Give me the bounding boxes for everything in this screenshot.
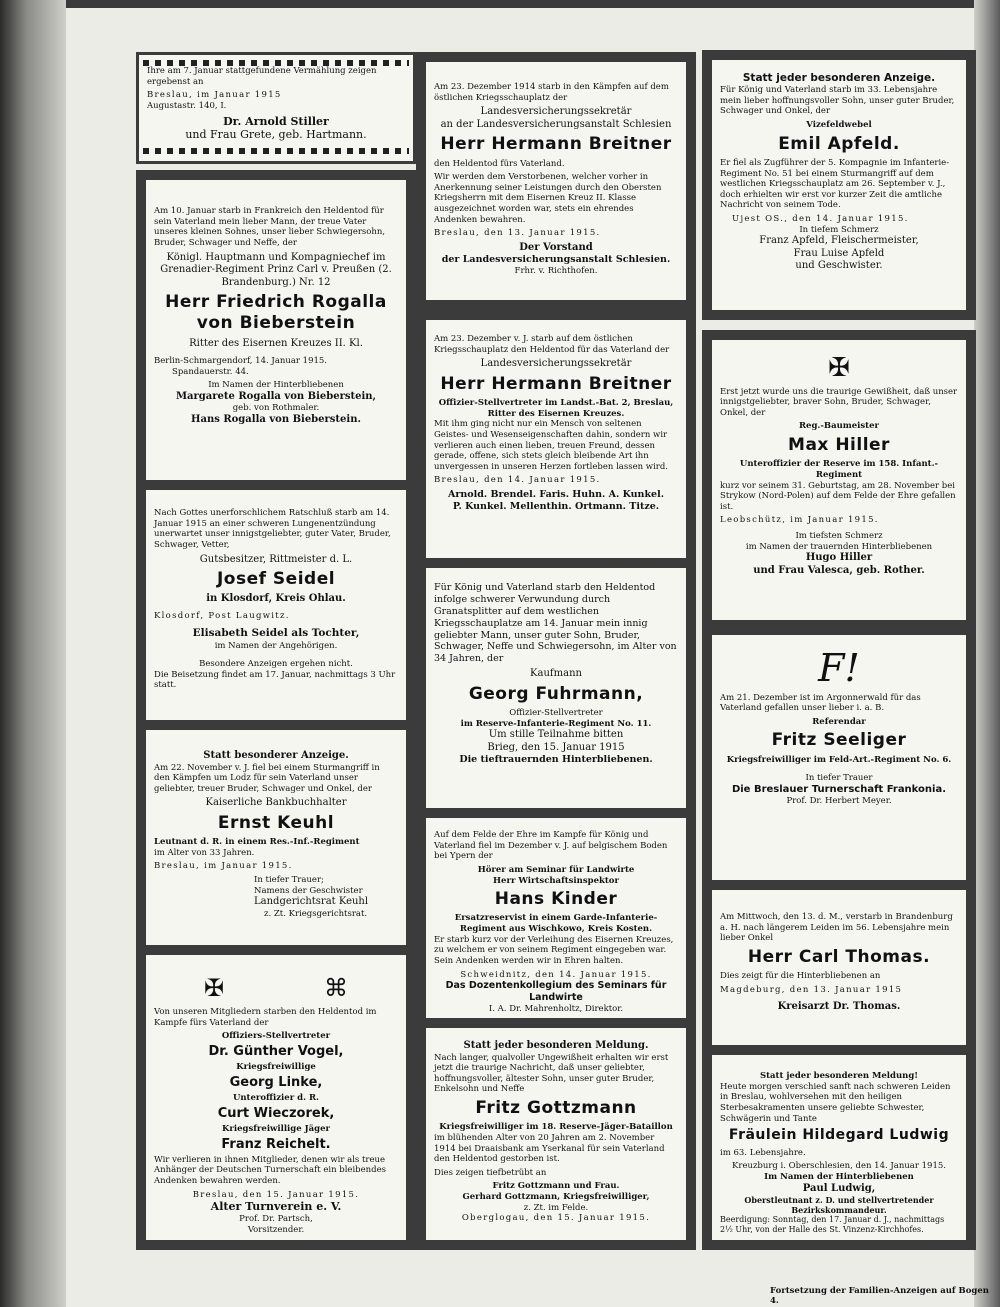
deceased-name: Herr Hermann Breitner <box>440 373 672 394</box>
text: Wir werden dem Verstorbenen, welcher vorher in Anerkennung seiner Leistungen durch den Obersten Kriegsherrn mit dem Eisernen Kreuz II. Klasse ausgezeichnet worden war, stets ein ehrendes Andenken bewahren. <box>434 172 662 225</box>
text: In tiefer Trauer; <box>254 875 324 885</box>
signer: und Frau Valesca, geb. Rother. <box>753 564 925 576</box>
text: Um stille Teilnahme bitten <box>488 729 624 741</box>
ad-fuhrmann <box>416 558 696 826</box>
name: Dr. Arnold Stiller <box>223 114 329 128</box>
text: Leutnant d. R. in einem Res.-Inf.-Regiment <box>154 837 360 848</box>
text: Offizier-Stellvertreter im Landst.-Bat. 2, Breslau, Ritter des Eisernen Kreuzes. <box>438 398 674 419</box>
ad-gottzmann <box>416 1018 696 1250</box>
text: Für König und Vaterland starb im 33. Lebensjahre mein lieber hoffnungsvoller Sohn, unser guter Bruder, Schwager und Onkel, der <box>720 85 955 117</box>
rank: Kriegsfreiwillige Jäger <box>222 1123 330 1134</box>
place-date: Breslau, im Januar 1915. <box>154 861 293 872</box>
text: Nach Gottes unerforschlichem Ratschluß starb am 14. Januar 1915 an einer schweren Lungenentzündung unerwartet unser innigstgeliebter, guter Vater, Bruder, Schwager, Vetter, <box>154 508 391 550</box>
text: Ihre am 7. Januar stattgefundene Vermählung zeigen ergebenst an <box>147 66 377 87</box>
signers: Arnold. Brendel. Faris. Huhn. A. Kunkel. <box>447 489 665 500</box>
ad-ludwig <box>702 1045 976 1250</box>
signer: Elisabeth Seidel als Tochter, <box>192 627 360 640</box>
text: Dies zeigen tiefbetrübt an <box>434 1167 547 1178</box>
signer: Die tieftrauernden Hinterbliebenen. <box>459 754 653 766</box>
signer: Der Vorstand <box>519 241 593 253</box>
column-left <box>136 40 416 1250</box>
ad-breitner-1 <box>416 52 696 310</box>
text: Von unseren Mitgliedern starben den Heldentod im Kampfe fürs Vaterland der <box>154 1007 377 1028</box>
deceased-name: Herr Friedrich Rogalla von Bieberstein <box>165 292 387 334</box>
rank: Kaufmann <box>530 668 582 680</box>
deceased-name: Georg Linke, <box>229 1074 323 1090</box>
organisation: Alter Turnverein e. V. <box>210 1200 342 1214</box>
ad-apfeld <box>702 50 976 320</box>
text: im blühenden Alter von 20 Jahren am 2. November 1914 bei Draaisbank am Yserkanal für sein Vaterland den Heldentod gestorben ist. <box>434 1132 665 1165</box>
text: Am 23. Dezember v. J. starb auf dem östlichen Kriegsschauplatz den Heldentod für das Vaterland der <box>434 334 670 355</box>
text: Wir verlieren in ihnen Mitglieder, denen wir als treue Anhänger der Deutschen Turnerschaft ein bleibendes Andenken bewahren werden. <box>154 1154 386 1186</box>
text: Kriegsfreiwilliger im Feld-Art.-Regiment No. 6. <box>726 754 952 765</box>
signer: Gerhard Gottzmann, Kriegsfreiwilliger, <box>462 1192 650 1202</box>
ad-seidel <box>136 480 416 750</box>
text: Beerdigung: Sonntag, den 17. Januar d. J., nachmittags 2½ Uhr, von der Halle des St. Vinzenz-Kirchhofes. <box>720 1215 945 1234</box>
text: Am 23. Dezember 1914 starb in den Kämpfen auf dem östlichen Kriegsschauplatz der <box>434 82 669 103</box>
deceased-name: Hans Kinder <box>494 889 618 910</box>
place-date: Leobschütz, im Januar 1915. <box>720 515 879 526</box>
text: Er starb kurz vor der Verleihung des Eisernen Kreuzes, zu welchem er von seinem Regiment eingegeben war. Sein Andenken werden wir in Ehren halten. <box>434 934 674 966</box>
organisation: der Landesversicherungsanstalt Schlesien. <box>441 254 671 266</box>
signer: Kreisarzt Dr. Thomas. <box>777 1001 901 1013</box>
text: Heute morgen verschied sanft nach schweren Leiden in Breslau, wohlversehen mit den heiligen Sterbesakramenten unsere geliebte Schwester, Schwägerin und Tante <box>720 1081 951 1124</box>
rank: Vizefeldwebel <box>806 120 872 130</box>
text: Ritter des Eisernen Kreuzes II. Kl. <box>189 337 363 349</box>
address: Spandauerstr. 44. <box>172 366 249 377</box>
signer: Fritz Gottzmann und Frau. <box>492 1181 620 1192</box>
ad-turnverein <box>136 945 416 1250</box>
text: Erst jetzt wurde uns die traurige Gewißheit, daß unser innigstgeliebter, braver Sohn, Bruder, Schwager, Onkel, der <box>720 386 958 418</box>
signer: Landgerichtsrat Keuhl <box>254 896 369 908</box>
place-date: Magdeburg, den 13. Januar 1915 <box>720 984 903 995</box>
signer: Hans Rogalla von Bieberstein. <box>191 414 361 425</box>
deceased-name: Emil Apfeld. <box>778 133 900 154</box>
text: Am 10. Januar starb in Frankreich den Heldentod für sein Vaterland mein lieber Mann, der treue Vater unseres kleinen Sohnes, unser lieber Schwiegersohn, Bruder, Schwager und Neffe, der <box>154 206 386 248</box>
text: im Reserve-Infanterie-Regiment No. 11. <box>460 718 652 729</box>
rank: Reg.-Baumeister <box>798 421 879 432</box>
text: Nach langer, qualvoller Ungewißheit erhalten wir erst jetzt die traurige Nachricht, daß unser geliebter, hoffnungsvoller, ältester Sohn, unser guter Bruder, Enkelsohn und Neffe <box>434 1052 669 1095</box>
iron-cross-icon: ✠ <box>828 353 850 383</box>
deceased-name: Fräulein Hildegard Ludwig <box>728 1127 950 1144</box>
signer: Prof. Dr. Partsch, <box>239 1214 313 1224</box>
deceased-name: Josef Seidel <box>216 569 336 589</box>
deceased-name: Franz Reichelt. <box>221 1136 331 1152</box>
text: Ersatzreservist in einem Garde-Infanterie-Regiment aus Wischkowo, Kreis Kosten. <box>454 913 658 934</box>
turner-cross-icon: ⌘ <box>324 974 349 1002</box>
deceased-name: Fritz Seeliger <box>771 730 907 751</box>
signers: P. Kunkel. Mellenthin. Ortmann. Titze. <box>452 500 660 512</box>
text: geb. von Rothmaler. <box>232 403 320 414</box>
name: und Frau Grete, geb. Hartmann. <box>185 128 367 142</box>
frankonia-monogram-icon: F! <box>818 646 860 690</box>
text: kurz vor seinem 31. Geburtstag, am 28. November bei Strykow (Nord-Polen) auf dem Felde der Ehre gefallen ist. <box>720 480 956 512</box>
heading: Statt besonderer Anzeige. <box>203 750 349 761</box>
rank: Referendar <box>812 716 866 727</box>
signer: Franz Apfeld, Fleischermeister, <box>759 235 919 247</box>
text: Im Namen der Hinterbliebenen <box>764 1171 914 1182</box>
text: Am 22. November v. J. fiel bei einem Sturmangriff in den Kämpfen um Lodz für sein Vaterland unser geliebter, treuer Bruder, Schwager und Onkel, der <box>154 762 380 794</box>
ad-rogalla <box>136 170 416 505</box>
signer: Paul Ludwig, <box>802 1182 876 1194</box>
rank: Landesversicherungssekretär <box>480 106 632 118</box>
rank: Unteroffizier d. R. <box>232 1093 320 1103</box>
continuation-note: Fortsetzung der Familien-Anzeigen auf Bogen 4. <box>770 1286 989 1306</box>
book-spine <box>0 0 66 1307</box>
signer: Frau Luise Apfeld <box>793 247 885 259</box>
text: z. Zt. im Felde. <box>523 1202 589 1213</box>
iron-cross-icon: ✠ <box>203 974 225 1002</box>
text: Am Mittwoch, den 13. d. M., verstarb in Brandenburg a. H. nach längerem Leiden im 56. Lebensjahre mein lieber Onkel <box>720 912 953 944</box>
place-date: Schweidnitz, den 14. Januar 1915. <box>460 969 652 980</box>
ad-thomas <box>702 880 976 1070</box>
emblems <box>154 973 398 1003</box>
deceased-name: Curt Wieczorek, <box>217 1105 335 1121</box>
deceased-name: Georg Fuhrmann, <box>468 683 644 704</box>
text: an der Landesversicherungsanstalt Schlesien <box>440 118 672 130</box>
signer: Hugo Hiller <box>805 552 873 564</box>
rank: Offizier-Stellvertreter <box>509 707 603 718</box>
place-date: Breslau, den 15. Januar 1915. <box>192 1189 360 1200</box>
text: Die Beisetzung findet am 17. Januar, nachmittags 3 Uhr statt. <box>154 669 396 691</box>
organisation: Die Breslauer Turnerschaft Frankonia. <box>731 783 947 795</box>
rank: Offiziers-Stellvertreter <box>221 1031 331 1042</box>
place-date: Breslau, den 13. Januar 1915. <box>434 228 601 239</box>
ad-keuhl <box>136 720 416 970</box>
deceased-name: Max Hiller <box>788 435 890 455</box>
heading: Statt jeder besonderen Meldung! <box>759 1071 919 1081</box>
signer: Margarete Rogalla von Bieberstein, <box>175 390 377 402</box>
ad-breitner-2 <box>416 310 696 568</box>
text: Namens der Geschwister <box>254 885 363 896</box>
text: im 63. Lebensjahre. <box>720 1147 806 1158</box>
signer: und Geschwister. <box>795 260 883 272</box>
ad-kinder <box>416 808 696 1048</box>
rank: Königl. Hauptmann und Kompagniechef im Grenadier-Regiment Prinz Carl v. Preußen (2. Brandenburg.) Nr. 12 <box>160 251 392 288</box>
place-date: Kreuzburg i. Oberschlesien, den 14. Januar 1915. <box>732 1161 946 1172</box>
text: Auf dem Felde der Ehre im Kampfe für König und Vaterland fiel im Dezember v. J. auf belgischem Boden bei Ypern der <box>434 830 668 862</box>
text: Er fiel als Zugführer der 5. Kompagnie im Infanterie-Regiment No. 51 bei einem Sturmangriff auf dem westlichen Kriegsschauplatz am 26. September v. J., doch erhielten wir erst vor kurzer Zeit die amtliche Nachricht von seinem Tode. <box>720 157 950 211</box>
deceased-name: Herr Hermann Breitner <box>440 134 672 155</box>
text: z. Zt. Kriegsgerichtsrat. <box>264 908 368 919</box>
text: Unteroffizier der Reserve im 158. Infant.-Regiment <box>739 459 939 480</box>
deceased-name: Fritz Gottzmann <box>475 1098 637 1118</box>
text: Dies zeigt für die Hinterbliebenen an <box>720 971 881 982</box>
text: im Namen der trauernden Hinterbliebenen <box>745 541 933 552</box>
text: In tiefem Schmerz <box>799 224 879 235</box>
rank: Herr Wirtschaftsinspektor <box>493 875 619 886</box>
signer: I. A. Dr. Mahrenholtz, Direktor. <box>488 1003 624 1014</box>
deceased-name: Ernst Keuhl <box>217 812 335 833</box>
text: Besondere Anzeigen ergehen nicht. <box>199 659 353 670</box>
text: Für König und Vaterland starb den Heldentod infolge schwerer Verwundung durch Granatsplitter auf dem westlichen Kriegsschauplatze am 14. Januar mein innig geliebter Mann, unser guter Sohn, Bruder, Schwager, Neffe und Schwiegersohn, im Alter von 34 Jahren, der <box>434 582 677 665</box>
text: Im tiefsten Schmerz <box>795 531 883 541</box>
text: Am 21. Dezember ist im Argonnerwald für das Vaterland gefallen unser lieber i. a. B. <box>720 692 921 714</box>
text: Augustastr. 140, I. <box>147 100 227 111</box>
signer: Prof. Dr. Herbert Meyer. <box>786 796 892 807</box>
page-edge <box>974 0 1000 1307</box>
heading: Statt jeder besonderen Meldung. <box>463 1040 649 1051</box>
signer: Frhr. v. Richthofen. <box>514 266 598 277</box>
deceased-name: Dr. Günther Vogel, <box>208 1043 344 1059</box>
text: Im Namen der Hinterbliebenen <box>208 380 344 391</box>
place-date: Breslau, den 14. Januar 1915. <box>434 475 601 486</box>
ad-stiller <box>136 52 416 164</box>
column-right <box>702 40 976 1260</box>
place-date: Berlin-Schmargendorf, 14. Januar 1915. <box>154 356 327 366</box>
place-date: Oberglogau, den 15. Januar 1915. <box>461 1213 651 1224</box>
rank: Gutsbesitzer, Rittmeister d. L. <box>199 553 353 565</box>
ad-seeliger <box>702 625 976 895</box>
text: In tiefer Trauer <box>805 773 873 784</box>
deceased-name: Herr Carl Thomas. <box>747 946 931 967</box>
text: Oberstleutnant z. D. und stellvertretender Bezirkskommandeur. <box>744 1195 934 1215</box>
text: in Klosdorf, Kreis Ohlau. <box>206 593 346 605</box>
rank: Landesversicherungssekretär <box>480 358 632 370</box>
rank: Hörer am Seminar für Landwirte <box>477 864 635 875</box>
rank: Kriegsfreiwillige <box>236 1062 316 1073</box>
heading: Statt jeder besonderen Anzeige. <box>742 72 936 84</box>
text: Mit ihm ging nicht nur ein Mensch von seltenen Geistes- und Wesenseigenschaften dahin, sondern wir verlieren auch einen lieben, treuen Freund, dessen gerade, offene, sich stets gleich bleibende Art ihn unvergessen in unseren Herzen fortleben lassen wird. <box>434 419 668 472</box>
text: Vorsitzender. <box>247 1224 305 1235</box>
text: Breslau, im Januar 1915 <box>147 90 282 101</box>
place-date: Ujest OS., den 14. Januar 1915. <box>732 214 909 224</box>
text: den Heldentod fürs Vaterland. <box>434 158 565 169</box>
rank: Kriegsfreiwilliger im 18. Reserve-Jäger-Bataillon <box>439 1122 673 1133</box>
rank: Kaiserliche Bankbuchhalter <box>205 797 347 809</box>
organisation: Das Dozentenkollegium des Seminars für Landwirte <box>445 980 667 1003</box>
place: Klosdorf, Post Laugwitz. <box>154 610 290 621</box>
ornament-border <box>143 148 409 154</box>
ad-hiller <box>702 330 976 630</box>
column-middle <box>416 40 696 1250</box>
text: im Alter von 33 Jahren. <box>154 847 255 858</box>
text: im Namen der Angehörigen. <box>214 640 338 651</box>
place-date: Brieg, den 15. Januar 1915 <box>487 741 625 753</box>
